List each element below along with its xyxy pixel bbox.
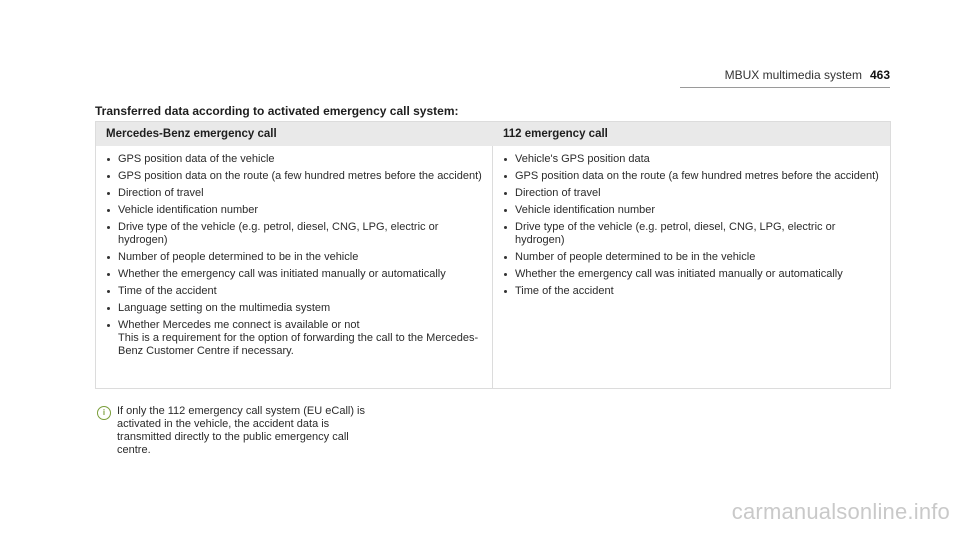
data-table (95, 121, 891, 389)
list-item: Time of the accident (503, 285, 880, 298)
list-item-with-note (106, 319, 482, 358)
info-icon: i (97, 406, 111, 420)
list-item: Whether the emergency call was initiated manually or automatically (106, 268, 482, 281)
page-header (725, 68, 890, 82)
112-data-list (493, 146, 890, 298)
list-item: Whether the emergency call was initiated manually or automatically (503, 268, 880, 281)
list-item-note: This is a requirement for the option of forwarding the call to the Mercedes-Benz Customer Centre if necessary. (118, 332, 479, 357)
table-body (96, 146, 890, 388)
info-note (97, 405, 367, 457)
list-item-text: Whether Mercedes me connect is available or not (118, 319, 360, 331)
list-item: Language setting on the multimedia system (106, 302, 482, 315)
list-item: Drive type of the vehicle (e.g. petrol, diesel, CNG, LPG, electric or hydrogen) (106, 221, 482, 247)
column-mercedes (96, 146, 493, 388)
watermark: carmanualsonline.info (731, 499, 950, 524)
list-item: Vehicle identification number (106, 204, 482, 217)
column-112 (493, 146, 890, 388)
list-item: GPS position data on the route (a few hundred metres before the accident) (503, 170, 880, 183)
header-title: MBUX multimedia system (724, 68, 862, 82)
list-item: GPS position data of the vehicle (106, 153, 482, 166)
info-note-text: If only the 112 emergency call system (EU eCall) is activated in the vehicle, the accident data is transmitted directly to the public emergency call centre. (117, 405, 365, 456)
column-header-mercedes: Mercedes-Benz emergency call (106, 128, 277, 140)
page-number: 463 (869, 68, 890, 82)
list-item: Direction of travel (106, 187, 482, 200)
column-header-112: 112 emergency call (503, 128, 608, 140)
list-item: Drive type of the vehicle (e.g. petrol, diesel, CNG, LPG, electric or hydrogen) (503, 221, 880, 247)
header-divider (680, 87, 890, 88)
list-item: Vehicle identification number (503, 204, 880, 217)
list-item: Number of people determined to be in the vehicle (503, 251, 880, 264)
section-title: Transferred data according to activated emergency call system: (95, 104, 459, 118)
list-item: GPS position data on the route (a few hundred metres before the accident) (106, 170, 482, 183)
list-item: Direction of travel (503, 187, 880, 200)
list-item: Number of people determined to be in the vehicle (106, 251, 482, 264)
list-item: Time of the accident (106, 285, 482, 298)
mercedes-data-list (96, 146, 492, 358)
list-item: Vehicle's GPS position data (503, 153, 880, 166)
table-header (96, 122, 890, 146)
